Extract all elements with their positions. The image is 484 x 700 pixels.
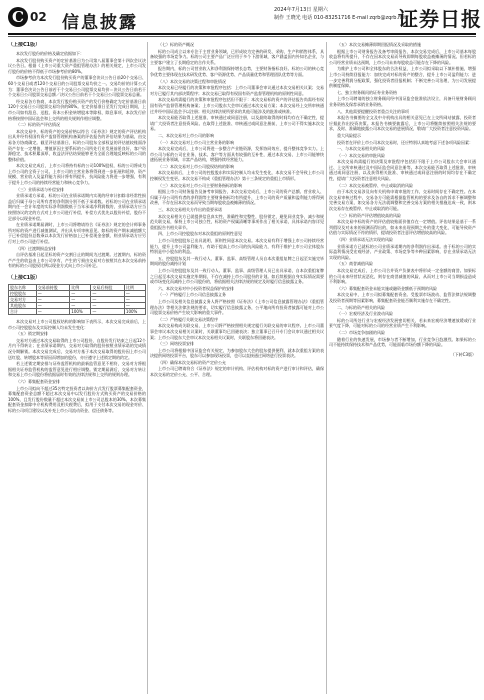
- paragraph: 本次交易中，标的资产的交易价格以符合《证券法》规定的资产评估机构出具并经有权国有资产监督管理机构备案的评估报告的评估结果为基础，由交易各方协商确定。截至评估基准日，标的公司股东全部权益的评估值较账面净资产存在一定增值，增值原因主要系标的公司所处行业发展前景良好、客户资源稳定、技术积累深厚，收益法评估结果能够更为全面合理地反映标的公司的整体价值。: [8, 128, 146, 162]
- paragraph: 由于本次交易涉及向有关机构申请审批的工作，交易时间存在不确定性。在本次交易审核过程中，交易各方可能需根据监管机构的要求及各自的诉求不断调整和完善交易方案，如交易各方无法就调整和完善交易方案的相关措施达成一致，则本次交易存在被暂停、中止或取消的可能。: [329, 189, 476, 212]
- paragraph: （一）严格履行上市公司信息披露义务: [158, 292, 226, 298]
- paragraph: 上市公司聘请的独立财务顾问经中国证监会批准依法设立，具备开展财务顾问业务资格及保荐承销业务资格。: [329, 96, 476, 107]
- table-cell: 其他股东: [9, 302, 37, 308]
- masthead-rule: [8, 33, 476, 35]
- table-cell: —: [91, 308, 125, 314]
- column-1-text: [8, 51, 146, 269]
- editor-contact: 制作 王晓光 电话 010-83251716 E-mail zqrb@zqrb.net: [274, 15, 407, 21]
- paragraph: （三）业绩承诺与补偿安排: [16, 186, 64, 192]
- paragraph: （二）市场竞争加剧的风险: [337, 329, 385, 335]
- page-number: 02: [30, 10, 47, 24]
- paragraph: 上市公司控股股东及其一致行动人、董事、监事、高级管理人员已出具承诺，自本次重组复牌之日起至本次交易实施完毕期间，不存在减持上市公司股份的计划。如后续根据自身实际情况需要或市场变化而减持上市公司股份的，将依据相关法律法规的规定及时履行信息披露义务。: [150, 267, 324, 285]
- table-cell: 比例: [124, 284, 145, 290]
- paragraph: 业绩承诺方已就标的公司业绩承诺期内的净利润作出承诺。由于标的公司的实际盈利情况受宏观经济、产业政策、市场竞争等多种因素影响，存在业绩承诺无法实现的风险。: [329, 243, 476, 260]
- paragraph: 本报告书摘要的全文及中介机构出具的相关意见已在上交所网站披露，投资者应据此作出投资决策。本报告书摘要披露后，上市公司将继续按照相关法规的要求，及时、准确地披露公司本次交易的进展情况，敬请广大投资者注意投资风险。: [329, 115, 476, 132]
- paragraph: 本次交易相关方已就提供信息真实性、准确性和完整性，股份锁定，避免同业竞争，减少和规范关联交易，保持上市公司独立性，标的资产权属清晰等事项作出了相关承诺，具体承诺内容详见重组报告书相关章节。: [150, 213, 324, 230]
- paragraph: 业绩承诺方承诺，标的公司在业绩承诺期内实现的经审计扣除非经常性损益后归属于母公司所有者的净利润分别不低于承诺数。若标的公司在业绩承诺期内任一会计年度的实际净利润数低于当年承诺净利润数的，业绩承诺方应当按照协议约定的方式对上市公司进行补偿，补偿方式优先以股份补偿，股份不足部分以现金补偿。: [8, 193, 146, 221]
- paragraph: 市场参考价为本次发行股份购买资产的董事会决议公告日前20个交易日、60个交易日或者120个交易日的公司股票交易均价之一。交易均价的计算公式为：董事会决议公告日前若干个交易日公司股票交易均价＝决议公告日前若干个交易日公司股票交易总额／决议公告日前若干个交易日公司股票交易总量。: [8, 75, 146, 98]
- table-cell: —: [36, 308, 70, 314]
- paragraph: 上市公司已聘请符合《证券法》规定的审计机构、评估机构对标的资产进行审计和评估，确保本次交易的定价公允、公平、合理。: [150, 366, 324, 378]
- paragraph: 上市公司将根据中国证监会有关规定，为参加股东大会的股东提供便利，就本次重组方案的表决提供网络投票平台，股东可以参加现场投票，也可以直接通过网络进行投票表决。: [150, 347, 324, 359]
- column-divider: [326, 42, 327, 694]
- paragraph: （三）标的资产评估增值较高的风险: [337, 212, 401, 218]
- table-cell: 交易前持股: [36, 284, 70, 290]
- table-cell: —: [70, 290, 91, 296]
- continued-note: （下转C3版）: [450, 351, 476, 357]
- table-cell: —: [124, 290, 145, 296]
- table-cell: —: [70, 296, 91, 302]
- shareholding-table: [8, 284, 146, 315]
- paragraph: 根据上市公司财务报告及备考审阅报告，本次交易完成后，上市公司基本每股收益将有所提升，不存在因本次交易而导致即期每股收益被摊薄的情况。但若标的公司经营业绩未达预期，上市公司未来每股收益可能存在下降的风险。: [329, 48, 476, 65]
- paragraph: 在业绩承诺期届满时，上市公司将聘请符合《证券法》规定的会计师事务所对标的资产进行减值测试，并出具专项审核意见。如标的资产期末减值额大于已补偿股份总数乘以本次发行价格加上已补偿现金金额，则业绩承诺方应另行对上市公司进行补偿。: [8, 222, 146, 244]
- newspaper-logo: 证券日报: [398, 7, 482, 31]
- paragraph: （八）本次交易的决策过程和审批情况: [158, 78, 226, 84]
- section-title: 信息披露: [62, 13, 138, 33]
- paragraph: 八、其他需要提醒投资者重点关注的事项: [337, 108, 409, 114]
- continued-heading: （上接C1版）: [8, 42, 41, 48]
- paragraph: 经交易各方协商，本次发行股份购买资产的发行价格确定为定价基准日前120个交易日公司股票交易均价的80%。在定价基准日至发行完成日期间，上市公司如有派息、送股、资本公积金转增股本等除权、除息事项，本次发行价格将按照中国证监会和上交所的相关规则作相应调整。: [8, 98, 146, 121]
- paragraph: （一）本次交易对上市公司主营业务的影响: [158, 139, 234, 145]
- page-letter: C: [8, 7, 28, 27]
- column-3-text: [329, 42, 476, 348]
- paragraph: 本次交易中，上市公司拟募集配套资金。受股票市场波动、监管法律法规调整及投资者预期等因素影响，募集配套资金能否顺利实施存在不确定性。: [329, 292, 476, 303]
- paragraph: 根据上市公司财务报告及备考审阅报告，本次交易完成后，上市公司的资产总额、营业收入、归属于母公司所有者的净利润等主要财务指标均有所提升，上市公司的资产质量和盈利能力将得到改善，不存在因本次交易而导致当期每股收益被摊薄的情况。: [150, 189, 324, 206]
- paragraph: 交易对方通过本次交易取得的上市公司股份，自股份发行结束之日起12个月内不得转让；在业绩承诺期内，交易对方取得的股份按照业绩承诺的完成情况分期解锁。本次交易完成后，交易对方基于本次交易取得的股份因上市公司送红股、转增股本等原因而增加的股份，亦应遵守上述锁定期的约定。: [8, 337, 146, 360]
- masthead-rule-thin: [8, 36, 476, 37]
- paragraph: 投资者在评价上市公司本次交易时，还应特别认真地考虑下述各项风险因素：: [337, 139, 473, 145]
- table-cell: 交易对方: [9, 296, 37, 302]
- paragraph: 标的公司成立以来专注于主营业务领域，已形成较为完善的研发、采购、生产和销售体系，具备较强的市场竞争力。标的公司主要产品广泛应用于多个下游领域，客户涵盖国内外知名企业，与主要客户建立了长期稳定的合作关系。: [150, 48, 324, 65]
- paragraph: 上市公司控股股东已出具说明，原则性同意本次交易。本次交易有利于增强上市公司持续经营能力，提升上市公司盈利能力，有助于提高上市公司的抗风险能力，有利于维护上市公司全体股东特别是中小股东的利益。: [150, 238, 324, 255]
- paragraph: 本次交易完成后，上市公司将持有标的公司100%股权，标的公司将成为上市公司的全资子公司。上市公司的主营业务将得到进一步拓展和延伸，资产规模、营业收入及盈利能力预计将有所提升，抗风险能力将进一步增强，有利于提升上市公司的持续经营能力和核心竞争力。: [8, 163, 146, 186]
- paragraph: （一）本次交易的审批风险: [337, 152, 385, 158]
- table-cell: 控股股东: [9, 290, 37, 296]
- column-3: [329, 42, 476, 694]
- paragraph: 本次交易中标的资产的评估值较账面价值存在一定增值。评估结果是基于一系列假设及对未来的预测而得出的，如未来出现预期之外的重大变化，可能导致资产估值与实际情况不符的情形，提请投资者注意评估增值较高的风险。: [329, 219, 476, 236]
- paragraph: 本次交易完成后，上市公司将进一步整合产业链资源，发挥协同效应，提升整体竞争实力。上市公司与标的公司在业务、技术、客户等方面具有较强的互补性，通过本次交易，上市公司能够快速拓展业务领域，丰富产品结构，增强持续经营能力。: [150, 146, 324, 163]
- paragraph: 本次交易尚需履行的决策及审批程序包括但不限于上市公司股东大会审议通过、上交所审核通过及中国证监会同意注册等。本次交易能否取得上述批准、审核通过或同意注册，以及获得相关批准、审核通过或同意注册的时间均存在不确定性，提请广大投资者注意相关风险。: [329, 159, 476, 182]
- paragraph: （四）业绩承诺无法实现的风险: [337, 237, 393, 242]
- page-badge: [8, 3, 47, 31]
- paragraph: （一）宏观经济及行业波动风险: [337, 311, 393, 317]
- table-cell: —: [36, 302, 70, 308]
- paragraph: （六）募集配套资金未能实施或融资金额低于预期的风险: [337, 285, 437, 291]
- paragraph: 报告期内，标的公司营业收入和净利润保持增长态势，主要财务指标良好。标的公司的核心竞争优势主要体现在技术研发优势、客户资源优势、产品质量优势和管理团队优势等方面。: [150, 66, 324, 77]
- continued-heading-2: （上接C1版）: [8, 274, 41, 281]
- paragraph: 本次交易对上市公司股权结构的影响如下表所示，本次交易完成前后，上市公司控股股东及实际控制人均未发生变化：: [8, 318, 146, 330]
- paragraph: 上市公司及相关信息披露义务人将严格按照《证券法》《上市公司信息披露管理办法》《重组管理办法》等相关法律法规的要求，切实履行信息披露义务，公平地向所有投资者披露可能对上市公司股票交易价格产生较大影响的重大事件。: [150, 298, 324, 316]
- paragraph: 本次交易能否取得上述批准、审核通过或同意注册，以及最终取得的时间均存在不确定性，提请广大投资者注意投资风险。在取得上述批准、审核通过或同意注册前，上市公司不得实施本次交易。: [150, 115, 324, 132]
- paragraph: 若上述锁定期安排与证券监管机构的最新监管意见不相符，交易对方将根据相关证券监管机构的监管意见进行相应调整。锁定期届满后，交易对方转让和交易上市公司股份将依据届时有效的法律法规和上交所的规则办理。: [8, 361, 146, 378]
- column-2: [150, 42, 324, 694]
- paragraph: 自评估基准日起至标的资产交割日止的期间为过渡期。过渡期内，标的资产产生的收益由上市公司享有，产生的亏损由交易对方按照其在本次交易前持有的标的公司股权比例以现金方式向上市公司补足。: [8, 252, 146, 269]
- paragraph: 六、本次交易对中小投资者权益保护的安排: [158, 285, 234, 291]
- paragraph: 标的公司所处行业与宏观经济发展密切相关，若未来宏观经济增速放缓或行业景气度下降，可能对标的公司的经营业绩产生不利影响。: [329, 317, 476, 329]
- paragraph: 三、本次交易相关方作出的重要承诺: [158, 207, 222, 213]
- paragraph: 一、与本次交易相关的风险: [337, 146, 385, 152]
- column-1-text-2: [8, 319, 146, 414]
- table-cell: —: [124, 296, 145, 302]
- masthead: [0, 0, 484, 34]
- paragraph: 上市公司拟向不超过35名特定投资者以询价方式发行股票募集配套资金，募集配套资金总额不超过本次交易中以发行股份方式购买资产的交易价格的100%，且发行股份数量不超过本次交易前上市公司总股本的30%。本次募集配套资金扣除中介机构费用及相关税费后，拟用于支付本次交易的现金对价、标的公司项目建设以及补充上市公司流动资金、偿还债务等。: [8, 385, 146, 413]
- paragraph: （三）网络投票安排: [158, 341, 194, 347]
- table-cell: —: [124, 302, 145, 308]
- table-cell: 100%: [70, 308, 91, 314]
- paragraph: 本次交易完成后，上市公司合并资产负债表中将形成一定金额的商誉。如果标的公司未来经营状况恶化，则存在商誉减值的风险，从而对上市公司当期损益造成不利影响。: [329, 267, 476, 285]
- table-cell: 交易后持股: [91, 284, 125, 290]
- paragraph: 为维护上市公司和全体股东的合法权益，上市公司拟采取以下填补措施，增强上市公司持续回报能力：加快完成对标的资产的整合，提升上市公司盈利能力；进一步完善利润分配政策，强化投资者回报机制；不断完善公司治理，为公司发展提供制度保障。: [329, 66, 476, 89]
- issue-date: 2024年7月13日 星期六: [274, 7, 328, 13]
- table-cell: 100%: [124, 308, 145, 314]
- paragraph: 本次交易构成关联交易，上市公司将严格按照相关规定履行关联交易的审议程序。上市公司董事会审议本次交易相关议案时，关联董事均已回避表决；独立董事已召开专门会议审议通过相关议案；上市公司股东大会审议本次交易相关议案时，关联股东将回避表决。: [150, 323, 324, 340]
- paragraph: （二）本次交易对上市公司股权结构的影响: [158, 163, 234, 169]
- paragraph: 本次发行股份的价格及确定依据如下：: [16, 51, 84, 56]
- table-cell: —: [36, 296, 70, 302]
- table-cell: 比例: [70, 284, 91, 290]
- table-cell: 股东名称: [9, 284, 37, 290]
- paragraph: 五、控股股东及其一致行动人、董事、监事、高级管理人员自本次重组复牌之日起至实施完毕期间的股份减持计划: [150, 255, 324, 267]
- paragraph: （二）严格履行关联交易决策程序: [158, 316, 218, 322]
- table-cell: —: [36, 290, 70, 296]
- table-cell: —: [91, 302, 125, 308]
- paragraph: 二、本次交易对上市公司的影响: [158, 132, 214, 138]
- paragraph: 本次交易前后，上市公司的控股股东和实际控制人均未发生变化，本次交易不会导致上市公司控制权发生变更。本次交易不构成《重组管理办法》第十三条规定的重组上市情形。: [150, 170, 324, 182]
- paragraph: （五）本次交易摊薄即期回报情况及采取的措施: [337, 42, 421, 47]
- paragraph: 重大风险提示: [337, 132, 361, 138]
- column-1: [8, 42, 146, 694]
- table-row: [9, 308, 146, 314]
- paragraph: （四）确保本次交易标的资产定价公允: [158, 359, 226, 365]
- paragraph: 本次交易尚需履行的决策和审批程序包括但不限于：本次交易标的资产的评估报告尚需经有权国有资产监督管理机构备案；上市公司股东大会审议通过本次交易方案；本次交易经上交所审核通过并经中国证监会予以注册；相关法律法规所要求的其他可能涉及的批准或核准。: [150, 97, 324, 114]
- paragraph: 七、独立财务顾问的证券业务资格: [337, 89, 397, 95]
- paragraph: （六）募集配套资金安排: [16, 378, 60, 384]
- paragraph: 本次发行股份购买资产的定价基准日为公司第八届董事会第十四次会议决议公告日。根据《上市公司重大资产重组管理办法》的相关规定，上市公司发行股份的价格不得低于市场参考价的80%。: [8, 57, 146, 74]
- paragraph: 本次交易已经履行的决策和审批程序包括：上市公司董事会审议通过本次交易相关议案；交易对方已履行其内部决策程序；本次交易已取得有权国有资产监督管理机构的原则性同意。: [150, 85, 324, 96]
- paragraph: （五）锁定期安排: [16, 331, 48, 337]
- paragraph: （三）本次交易对上市公司主要财务指标的影响: [158, 182, 242, 188]
- paragraph: 随着行业的快速发展，市场参与者不断增加，行业竞争日趋激烈。如果标的公司不能持续保持技术和产品优势，可能面临市场份额下降的风险。: [329, 336, 476, 348]
- paragraph: （二）标的资产评估情况: [16, 122, 60, 128]
- paragraph: （七）标的资产概况: [158, 42, 194, 47]
- paragraph: （五）商誉减值风险: [337, 261, 373, 267]
- table-cell: —: [91, 296, 125, 302]
- table-cell: —: [70, 302, 91, 308]
- table-cell: —: [91, 290, 125, 296]
- paragraph: 四、上市公司控股股东对本次重组的原则性意见: [158, 231, 242, 237]
- table-cell: 合计: [9, 308, 37, 314]
- column-2-text: [150, 42, 324, 378]
- paragraph: （四）过渡期损益安排: [16, 245, 56, 251]
- paragraph: 二、与标的资产相关的风险: [337, 304, 385, 310]
- paragraph: （二）本次交易被暂停、中止或取消的风险: [337, 182, 413, 188]
- column-divider: [147, 42, 148, 694]
